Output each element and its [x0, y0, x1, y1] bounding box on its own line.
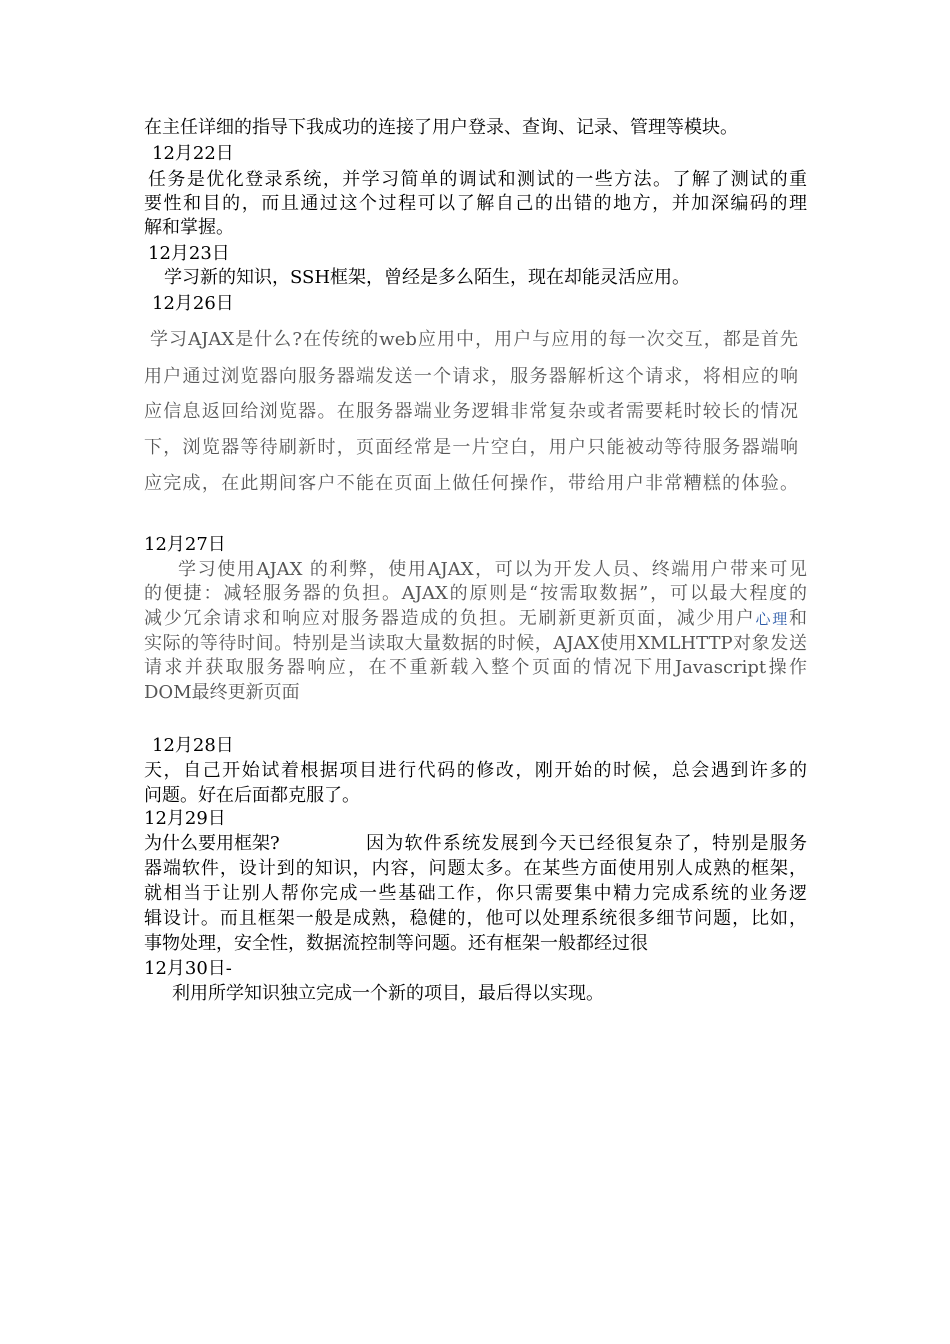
entry-1227-line-4: 实际的等待时间。特别是当读取大量数据的时候，AJAX使用XMLHTTP对象发送 [144, 633, 807, 654]
entry-1222-line-3: 解和掌握。 [144, 217, 234, 238]
xinli-link[interactable]: 心理 [755, 610, 789, 628]
entry-1227-line-3-text: 减少冗余请求和响应对服务器造成的负担。无刷新更新页面，减少用户 [144, 608, 756, 629]
date-heading-1226: 12月26日 [152, 293, 234, 314]
entry-1228-line-2: 问题。好在后面都克服了。 [144, 785, 360, 806]
date-heading-1223: 12月23日 [148, 243, 230, 264]
entry-1223: 学习新的知识，SSH框架，曾经是多么陌生，现在却能灵活应用。 [164, 267, 691, 288]
date-heading-1229: 12月29日 [144, 808, 226, 829]
entry-1226-line-4: 下，浏览器等待刷新时，页面经常是一片空白，用户只能被动等待服务器端响 [144, 437, 798, 458]
entry-1229-line-4: 辑设计。而且框架一般是成熟，稳健的，他可以处理系统很多细节问题，比如， [144, 908, 807, 929]
entry-1229-line-2: 器端软件，设计到的知识，内容，问题太多。在某些方面使用别人成熟的框架， [144, 858, 807, 879]
entry-1227-line-6: DOM最终更新页面 [144, 682, 300, 703]
entry-1227-line-3-end: 和 [789, 608, 807, 629]
entry-1226-line-2: 用户通过浏览器向服务器端发送一个请求，服务器解析这个请求，将相应的响 [144, 366, 798, 387]
paragraph-intro: 在主任详细的指导下我成功的连接了用户登录、查询、记录、管理等模块。 [144, 117, 738, 138]
entry-1229-line-1: 因为软件系统发展到今天已经很复杂了，特别是服务 [366, 833, 807, 854]
entry-1228-line-1: 天，自己开始试着根据项目进行代码的修改，刚开始的时候，总会遇到许多的 [144, 760, 807, 781]
entry-1222-line-2: 要性和目的，而且通过这个过程可以了解自己的出错的地方，并加深编码的理 [144, 193, 807, 214]
entry-1226-line-5: 应完成，在此期间客户不能在页面上做任何操作，带给用户非常糟糕的体验。 [144, 473, 798, 494]
date-heading-1222: 12月22日 [152, 143, 234, 164]
entry-1226-line-3: 应信息返回给浏览器。在服务器端业务逻辑非常复杂或者需要耗时较长的情况 [144, 401, 798, 422]
entry-1226-line-1: 学习AJAX是什么?在传统的web应用中，用户与应用的每一次交互，都是首先 [150, 329, 798, 350]
entry-1229-line-3: 就相当于让别人帮你完成一些基础工作，你只需要集中精力完成系统的业务逻 [144, 883, 807, 904]
entry-1222-line-1: 任务是优化登录系统，并学习简单的调试和测试的一些方法。了解了测试的重 [148, 169, 807, 190]
date-heading-1230: 12月30日- [144, 958, 232, 979]
entry-1229-line-5: 事物处理，安全性，数据流控制等问题。还有框架一般都经过很 [144, 933, 648, 954]
entry-1230: 利用所学知识独立完成一个新的项目，最后得以实现。 [172, 983, 604, 1004]
entry-1227-line-3 [144, 607, 807, 631]
entry-1229-question: 为什么要用框架? [144, 833, 280, 854]
entry-1227-line-5: 请求并获取服务器响应，在不重新载入整个页面的情况下用Javascript操作 [144, 657, 807, 678]
date-heading-1228: 12月28日 [152, 735, 234, 756]
entry-1227-line-1: 学习使用AJAX 的利弊，使用AJAX，可以为开发人员、终端用户带来可见 [178, 559, 807, 580]
entry-1227-line-2: 的便捷：减轻服务器的负担。AJAX的原则是“按需取数据”，可以最大程度的 [144, 583, 807, 604]
date-heading-1227: 12月27日 [144, 534, 226, 555]
